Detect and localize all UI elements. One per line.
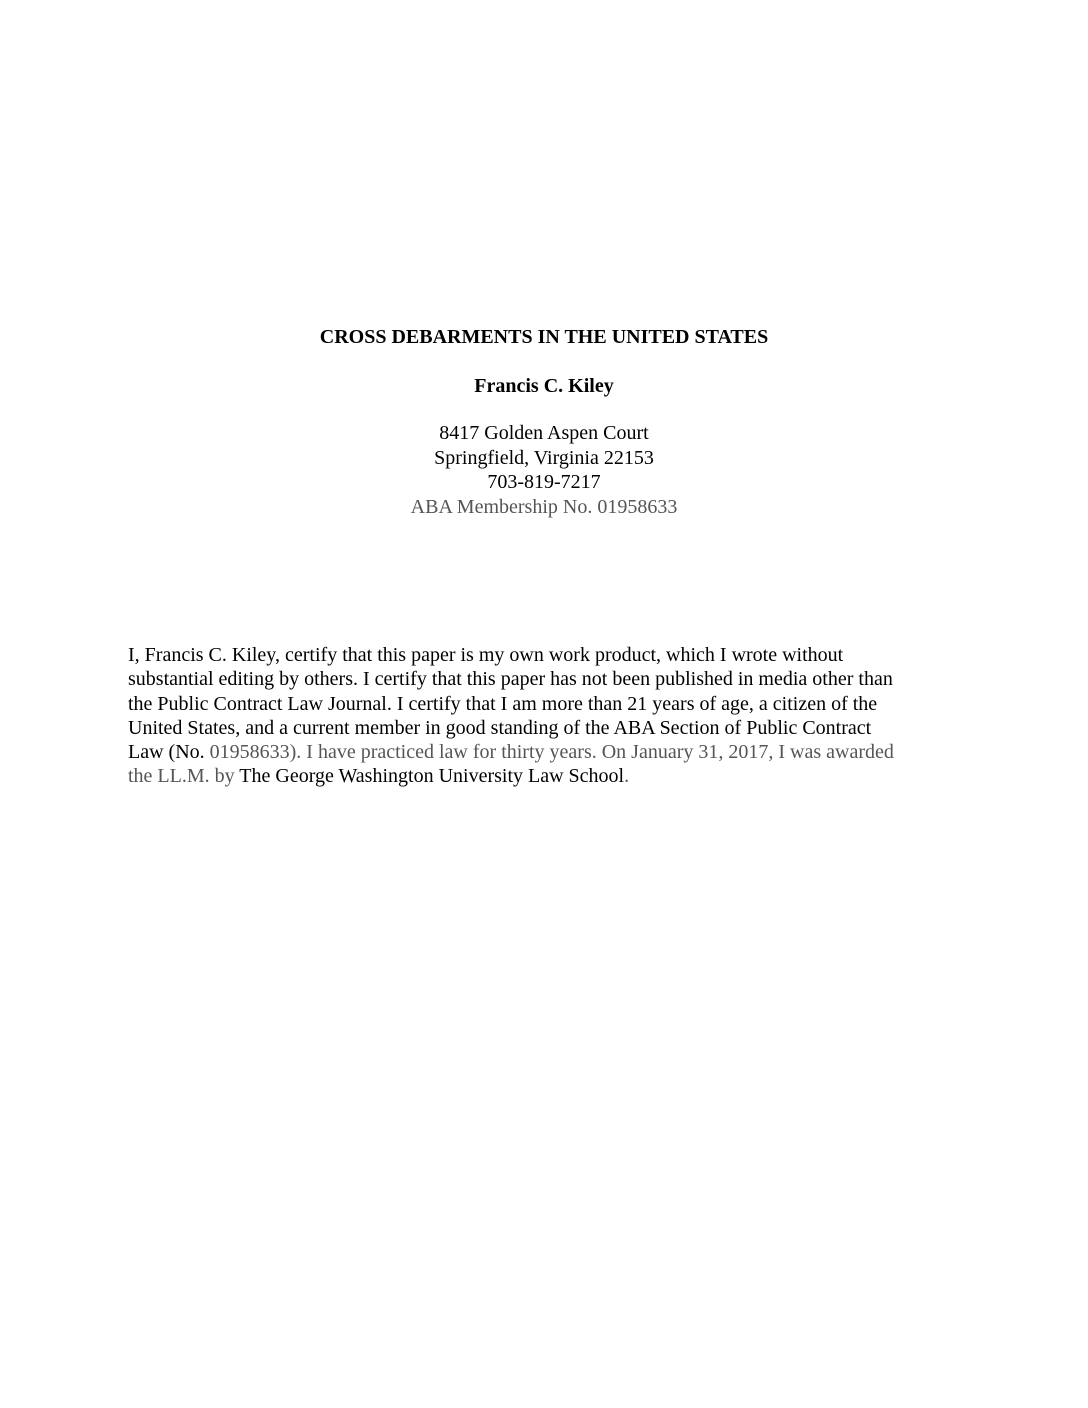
author-name: Francis C. Kiley [474, 375, 614, 397]
aba-membership-number: ABA Membership No. 01958633 [410, 495, 678, 518]
certification-line-6-end: . [624, 765, 630, 788]
certification-line-3: the Public Contract Law Journal. I certify that I am more than 21 years of age, a citizen of the [128, 692, 878, 715]
certification-line-5-end: 01958633). I have practiced law for thirty years. On January 31, 2017, I was awarded [209, 741, 894, 764]
title-block [0, 324, 1088, 519]
law-school-name: The George Washington University Law School [239, 765, 625, 788]
street-address: 8417 Golden Aspen Court [439, 422, 649, 444]
author-contact [0, 421, 1088, 519]
certification-line-6-start: the LL.M. by [128, 765, 240, 788]
certification-line-5-start: Law (No. [128, 741, 210, 764]
certification-line-2: substantial editing by others. I certify that this paper has not been published in media other than [128, 668, 893, 691]
certification-line-4: United States, and a current member in good standing of the ABA Section of Public Contract [128, 716, 872, 739]
certification-line-5 [128, 740, 968, 764]
certification-line-6 [128, 764, 968, 788]
city-state-zip: Springfield, Virginia 22153 [434, 446, 654, 469]
document-title: CROSS DEBARMENTS IN THE UNITED STATES [319, 326, 769, 348]
certification-line-1: I, Francis C. Kiley, certify that this paper is my own work product, which I wrote without [128, 644, 844, 666]
certification-paragraph [128, 643, 968, 789]
phone-number: 703-819-7217 [487, 471, 601, 493]
